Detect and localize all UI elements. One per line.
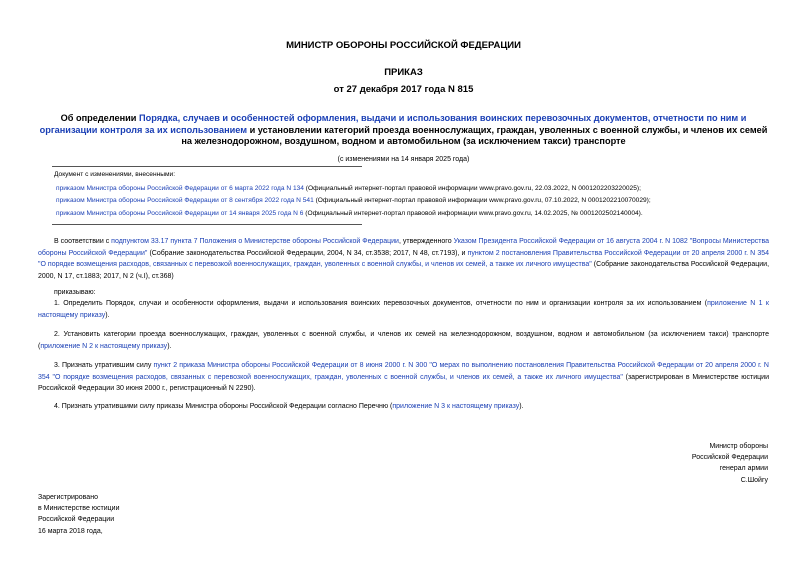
divider-top [52,166,362,167]
amendments-heading: Документ с изменениями, внесенными: [54,171,176,178]
amendment-link[interactable]: приказом Министра обороны Российской Федерации от 8 сентября 2022 года N 541 [56,197,314,205]
signature-line: С.Шойгу [740,476,768,484]
point-text: ). [167,342,172,350]
amendment-item [54,184,774,194]
preamble-text: (Собрание законодательства Российской Федерации, 2000, N 17, ст.1883; 2017, N 2 (ч.I), ст.368) [38,261,770,280]
point-text: 2. Установить категории проезда военнослужащих, граждан, уволенных с военной службы, и членов их семей на железнодорожном, воздушном, водном и автомобильном (за исключением такси) транспорте ( [38,331,769,350]
point-2 [38,329,769,352]
preamble-text: , утвержденного [398,238,454,245]
appendix-1-link[interactable]: приложение N 1 к настоящему приказу [38,300,769,319]
point-text: ). [105,311,110,319]
signature-line: Российской Федерации [691,454,768,462]
registration-line: 16 марта 2018 года, [38,527,103,535]
amendment-item [54,209,774,219]
divider-bottom [52,224,362,225]
preamble-link-resolution[interactable]: пунктом 2 постановления Правительства Российской Федерации от 20 апреля 2000 г. N 354 "О порядке возмещения расходов, связанных с перевозкой военнослужащих, граждан, уволенных с военной службы, и членов их семей, а также их личного имущества" [38,249,769,268]
amendment-tail: (Официальный интернет-портал правовой информации www.pravo.gov.ru, 14.02.2025, № 0001202502140004). [303,209,643,217]
point-text: 1. Определить Порядок, случаи и особенности оформления, выдачи и использования воинских перевозочных документов, отчетности по ним и организации контроля за их использованием ( [54,300,708,307]
point-text: 3. Признать утратившим силу [54,362,154,369]
registration-block [38,492,298,537]
preamble [38,236,769,282]
point-3 [38,360,769,395]
preamble-link-regulation[interactable]: подпунктом 33.17 пункта 7 Положения о Министерстве обороны Российской Федерации [111,238,399,245]
document-title [35,113,772,148]
amendment-link[interactable]: приказом Министра обороны Российской Федерации от 6 марта 2022 года N 134 [56,184,304,192]
preamble-text: (Собрание законодательства Российской Федерации, 2004, N 34, ст.3538; 2017, N 48, ст.7193), и [147,249,468,257]
registration-line: в Министерстве юстиции [38,505,120,513]
amendment-link[interactable]: приказом Министра обороны Российской Федерации от 14 января 2025 года N 6 [56,209,304,217]
point-text: ). [519,403,524,410]
signature-block [560,441,768,486]
preamble-text: В соответствии с [54,238,112,245]
ministry-heading: МИНИСТР ОБОРОНЫ РОССИЙСКОЙ ФЕДЕРАЦИИ [286,40,521,51]
amendments-note: (с изменениями на 14 января 2025 года) [337,156,470,163]
title-suffix: и установлении категорий проезда военнослужащих, граждан, уволенных с военной службы, и членов их семей на железнодорожном, воздушном, водном и автомобильном (за исключением такси) транспорте [181,124,768,146]
point-4 [38,401,769,413]
repealed-order-link[interactable]: пункт 2 приказа Министра обороны Российской Федерации от 8 июня 2000 г. N 300 "О мерах по выполнению постановления Правительства Российской Федерации от 20 апреля 2000 г. N 354 "О порядке возмещения расходов, связанных с перевозкой военнослужащих, граждан, уволенных с военной службы, и членов их семей, а также их личного имущества" [38,362,769,381]
preamble-link-decree[interactable]: Указом Президента Российской Федерации от 16 августа 2004 г. N 1082 "Вопросы Министерства обороны Российской Федерации" [38,238,770,257]
date-number: от 27 декабря 2017 года N 815 [333,84,474,95]
document-type: ПРИКАЗ [384,67,423,78]
appendix-2-link[interactable]: приложение N 2 к настоящему приказу [40,342,168,350]
registration-line: Зарегистрировано [38,494,98,501]
amendment-tail: (Официальный интернет-портал правовой информации www.pravo.gov.ru, 22.03.2022, N 0001202203220025); [303,184,641,192]
signature-line: генерал армии [719,465,768,473]
point-text: 4. Признать утратившими силу приказы Министра обороны Российской Федерации согласно Перечню ( [54,403,393,410]
amendments-list [54,170,774,218]
appendix-3-link[interactable]: приложение N 3 к настоящему приказу [392,403,520,410]
title-link[interactable]: Порядка, случаев и особенностей оформления, выдачи и использования воинских перевозочных документов, отчетности по ним и организации контроля за их использованием [39,113,747,135]
amendment-tail: (Официальный интернет-портал правовой информации www.pravo.gov.ru, 07.10.2022, N 0001202210070029); [313,197,651,205]
registration-line: Российской Федерации [38,516,115,524]
order-word: приказываю: [54,289,96,296]
title-prefix: Об определении [60,113,139,123]
amendment-item [54,196,774,206]
signature-line: Министр обороны [709,443,768,450]
point-text: (зарегистрирован в Министерстве юстиции Российской Федерации 30 июня 2000 г., регистрационный N 2290). [38,373,769,392]
point-1 [38,298,769,321]
